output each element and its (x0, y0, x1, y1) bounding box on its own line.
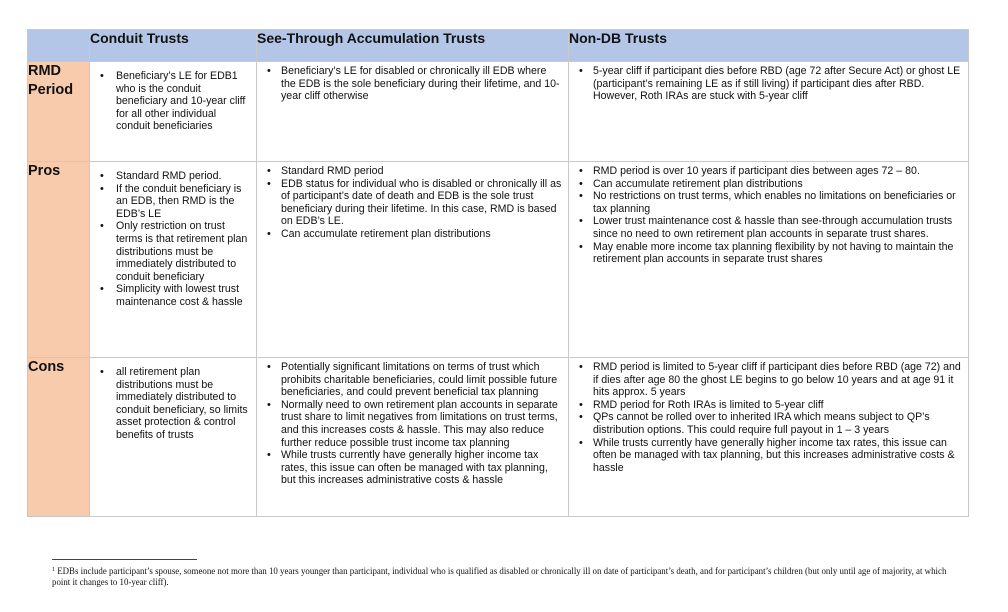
cell-pros-conduit (90, 162, 257, 358)
table-row-pros (28, 162, 969, 358)
row-header-line: Pros (28, 163, 61, 179)
list-item: • No restrictions on trust terms, which enables no limitations on beneficiaries or tax planning (593, 190, 964, 215)
footnote-marker: 1 (52, 567, 55, 573)
list-item: • Can accumulate retirement plan distributions (593, 178, 964, 191)
list-item: • Normally need to own retirement plan accounts in separate trust share to limit negatives from limitations on trust terms, and this increases costs & hassle. This may also reduce further reduce possible trust income tax planning (281, 399, 564, 449)
cell-rmd-non-db (569, 62, 969, 162)
list-item: • Beneficiary’s LE for EDB1 who is the conduit beneficiary and 10-year cliff for all other individual conduit beneficiaries (116, 70, 252, 133)
row-header-pros (28, 162, 90, 358)
row-header-cons (28, 358, 90, 517)
list-item: • If the conduit beneficiary is an EDB, then RMD is the EDB’s LE (116, 183, 252, 221)
column-header-non-db-trusts: Non-DB Trusts (569, 30, 969, 62)
cell-pros-non-db (569, 162, 969, 358)
cell-pros-see-through (257, 162, 569, 358)
footnote-text: EDBs include participant’s spouse, someone not more than 10 years younger than participant, individual who is qualified as disabled or chronically ill on date of participant’s death, and for participant’s children (but only until age of majority, at which point it changes to 10-year cliff). (52, 566, 947, 587)
row-header-line: Period (28, 82, 74, 98)
column-header-see-through-accumulation-trusts: See-Through Accumulation Trusts (257, 30, 569, 62)
list-item: • QPs cannot be rolled over to inherited IRA which means subject to QP’s distribution options. This could require full payout in 1 – 3 years (593, 411, 964, 436)
list-item: • Standard RMD period (281, 165, 564, 178)
footnote (52, 566, 952, 588)
list-item: • RMD period for Roth IRAs is limited to 5-year cliff (593, 399, 964, 412)
list-item: • While trusts currently have generally higher income tax rates, this issue can often be managed with tax planning, but this increases administrative costs & hassle (281, 449, 564, 487)
row-header-line: Cons (28, 359, 65, 375)
list-item: • Simplicity with lowest trust maintenance cost & hassle (116, 283, 252, 308)
cell-cons-see-through (257, 358, 569, 517)
list-item: • EDB status for individual who is disabled or chronically ill as of participant’s date of death and EDB is the sole trust beneficiary during their lifetime. In this case, RMD is based on EDB’s LE. (281, 178, 564, 228)
cell-rmd-conduit (90, 62, 257, 162)
cell-cons-conduit (90, 358, 257, 517)
list-item: • Potentially significant limitations on terms of trust which prohibits charitable beneficiaries, could limit possible future beneficiaries, and could prevent beneficial tax planning (281, 361, 564, 399)
list-item: • all retirement plan distributions must be immediately distributed to conduit beneficiary, so limits asset protection & control benefits of trusts (116, 366, 252, 442)
cell-rmd-see-through (257, 62, 569, 162)
footnote-separator (52, 559, 197, 560)
table-row-cons (28, 358, 969, 517)
list-item: • Standard RMD period. (116, 170, 252, 183)
row-header-rmd-period (28, 62, 90, 162)
list-item: • While trusts currently have generally higher income tax rates, this issue can often be managed with tax planning, but this increases administrative costs & hassle (593, 437, 964, 475)
trust-comparison-table (27, 29, 969, 517)
column-header-conduit-trusts: Conduit Trusts (90, 30, 257, 62)
list-item: • RMD period is over 10 years if participant dies between ages 72 – 80. (593, 165, 964, 178)
list-item: • Only restriction on trust terms is that retirement plan distributions must be immediately distributed to conduit beneficiary (116, 220, 252, 283)
list-item: • 5-year cliff if participant dies before RBD (age 72 after Secure Act) or ghost LE (participant’s remaining LE as if still living) if participant dies after RBD. However, Roth IRAs are stuck with 5-year cliff (593, 65, 964, 103)
header-row (28, 30, 969, 62)
header-corner (28, 30, 90, 62)
table-row-rmd-period (28, 62, 969, 162)
list-item: • RMD period is limited to 5-year cliff if participant dies before RBD (age 72) and if dies after age 80 the ghost LE begins to go below 10 years and at age 91 it hits approx. 5 years (593, 361, 964, 399)
row-header-line: RMD (28, 63, 62, 79)
list-item: • May enable more income tax planning flexibility by not having to maintain the retirement plan accounts in separate trust shares (593, 241, 964, 266)
list-item: • Can accumulate retirement plan distributions (281, 228, 564, 241)
list-item: • Lower trust maintenance cost & hassle than see-through accumulation trusts since no need to own retirement plan accounts in separate trust shares. (593, 215, 964, 240)
list-item: • Beneficiary’s LE for disabled or chronically ill EDB where the EDB is the sole beneficiary during their lifetime, and 10-year cliff otherwise (281, 65, 564, 103)
cell-cons-non-db (569, 358, 969, 517)
